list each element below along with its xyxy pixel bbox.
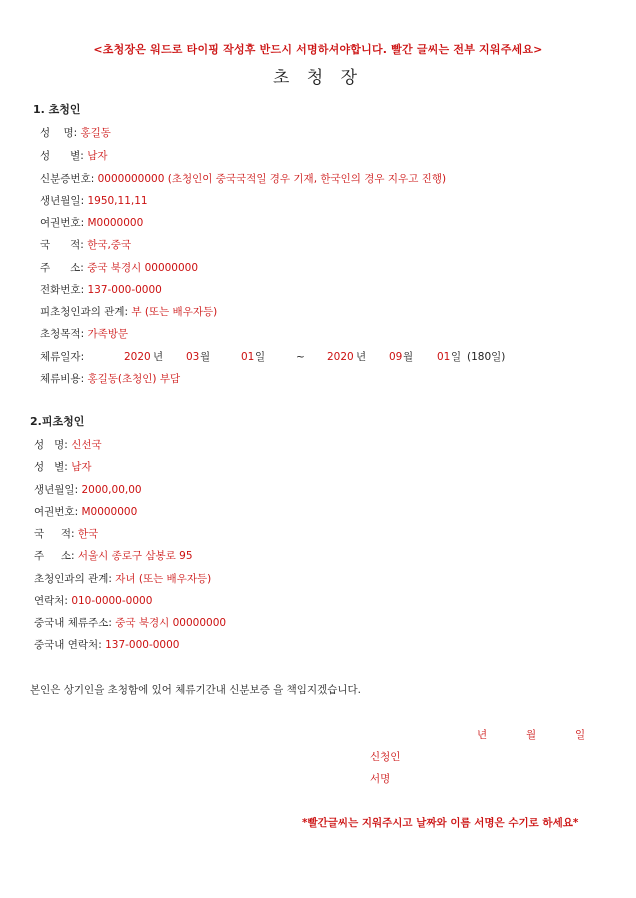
inviter-passport-label: 여권번호: <box>40 217 88 229</box>
invitee-address-value: 서울시 종로구 삼봉로 95 <box>77 550 193 562</box>
signature-year: 년 <box>477 729 488 741</box>
stay-from-year-unit: 년 <box>153 351 164 363</box>
footnote: *빨간글씨는 지워주시고 날짜와 이름 서명은 수기로 하세요* <box>302 817 579 829</box>
invitee-birth-label: 생년월일: <box>34 484 82 496</box>
inviter-phone-label: 전화번호: <box>40 284 88 296</box>
inviter-purpose-label: 초청목적: <box>40 328 88 340</box>
signature-sign-label: 서명 <box>370 773 391 785</box>
invitee-nationality-value: 한국 <box>77 528 99 540</box>
invitee-gender-label: 성 별: <box>34 461 72 473</box>
inviter-id-value: 0000000000 (초청인이 중국국적일 경우 기재, 한국인의 경우 지우고 진행) <box>97 173 447 185</box>
stay-duration: (180일) <box>467 351 506 363</box>
invitee-china-contact-label: 중국내 연락처: <box>34 639 106 651</box>
invitee-passport-label: 여권번호: <box>34 506 82 518</box>
inviter-address-label: 주 소: <box>40 262 88 274</box>
inviter-gender-row <box>40 149 107 163</box>
inviter-name-row <box>40 126 111 140</box>
inviter-address-value: 중국 북경시 00000000 <box>87 262 199 274</box>
stay-from-day: 01 <box>241 351 255 363</box>
inviter-relation-label: 피초청인과의 관계: <box>40 306 132 318</box>
inviter-birth-label: 생년월일: <box>40 195 88 207</box>
inviter-phone-row <box>40 283 162 297</box>
invitee-address-label: 주 소: <box>34 550 78 562</box>
stay-to-day: 01 <box>437 351 451 363</box>
inviter-nationality-row <box>40 238 131 252</box>
invitee-section-title: 2.피초청인 <box>30 415 85 428</box>
inviter-id-row <box>40 172 446 186</box>
invitee-name-row <box>34 438 102 452</box>
instruction-notice: <초청장은 워드로 타이핑 작성후 반드시 서명하셔야합니다. 빨간 글씨는 전부 지워주세요> <box>93 43 543 56</box>
invitee-passport-row <box>34 505 137 519</box>
inviter-passport-value: M0000000 <box>87 217 144 229</box>
stay-to-month-unit: 월 <box>403 351 414 363</box>
invitee-gender-row <box>34 460 91 474</box>
inviter-gender-value: 남자 <box>87 150 108 162</box>
stay-tilde: ~ <box>296 351 305 363</box>
stay-from-day-unit: 일 <box>255 351 266 363</box>
inviter-cost-row <box>40 372 180 386</box>
invitee-address-row <box>34 549 193 563</box>
invitee-name-value: 신선국 <box>71 439 102 451</box>
inviter-nationality-label: 국 적: <box>40 239 88 251</box>
inviter-stay-label: 체류일자: <box>40 351 85 363</box>
stay-from-year: 2020 <box>124 351 151 363</box>
signature-inviter-label: 신청인 <box>370 751 401 763</box>
invitee-china-contact-row <box>34 638 179 652</box>
document-title: 초 청 장 <box>272 68 364 88</box>
inviter-purpose-row <box>40 327 128 341</box>
inviter-gender-label: 성 별: <box>40 150 88 162</box>
invitee-china-address-value: 중국 북경시 00000000 <box>115 617 227 629</box>
inviter-nationality-value: 한국,중국 <box>87 239 132 251</box>
stay-from-month: 03 <box>186 351 200 363</box>
invitee-china-address-row <box>34 616 226 630</box>
invitee-relation-row <box>34 572 211 586</box>
inviter-cost-label: 체류비용: <box>40 373 88 385</box>
signature-month: 월 <box>526 729 537 741</box>
inviter-cost-value: 홍길동(초청인) 부담 <box>87 373 181 385</box>
inviter-id-label: 신분증번호: <box>40 173 98 185</box>
guarantee-statement: 본인은 상기인을 초청함에 있어 체류기간내 신분보증 을 책임지겠습니다. <box>30 684 361 696</box>
invitee-gender-value: 남자 <box>71 461 92 473</box>
stay-to-month: 09 <box>389 351 403 363</box>
stay-to-year: 2020 <box>327 351 354 363</box>
invitee-relation-value: 자녀 (또는 배우자등) <box>115 573 212 585</box>
inviter-birth-row <box>40 194 148 208</box>
inviter-relation-row <box>40 305 217 319</box>
inviter-relation-value: 부 (또는 배우자등) <box>131 306 218 318</box>
signature-day: 일 <box>575 729 586 741</box>
invitee-contact-row <box>34 594 152 608</box>
inviter-address-row <box>40 261 198 275</box>
invitee-china-address-label: 중국내 체류주소: <box>34 617 116 629</box>
inviter-birth-value: 1950,11,11 <box>87 195 148 207</box>
inviter-phone-value: 137-000-0000 <box>87 284 162 296</box>
inviter-purpose-value: 가족방문 <box>87 328 129 340</box>
stay-from-month-unit: 월 <box>200 351 211 363</box>
invitee-china-contact-value: 137-000-0000 <box>105 639 180 651</box>
invitee-birth-value: 2000,00,00 <box>81 484 142 496</box>
invitee-contact-value: 010-0000-0000 <box>71 595 153 607</box>
invitee-nationality-label: 국 적: <box>34 528 78 540</box>
inviter-name-value: 홍길동 <box>80 127 111 139</box>
invitee-relation-label: 초청인과의 관계: <box>34 573 116 585</box>
invitee-nationality-row <box>34 527 98 541</box>
invitee-contact-label: 연락처: <box>34 595 72 607</box>
inviter-name-label: 성 명: <box>40 127 81 139</box>
invitee-birth-row <box>34 483 142 497</box>
invitee-name-label: 성 명: <box>34 439 72 451</box>
stay-to-year-unit: 년 <box>356 351 367 363</box>
stay-to-day-unit: 일 <box>451 351 462 363</box>
invitee-passport-value: M0000000 <box>81 506 138 518</box>
inviter-section-title: 1. 초청인 <box>33 103 81 116</box>
inviter-passport-row <box>40 216 143 230</box>
